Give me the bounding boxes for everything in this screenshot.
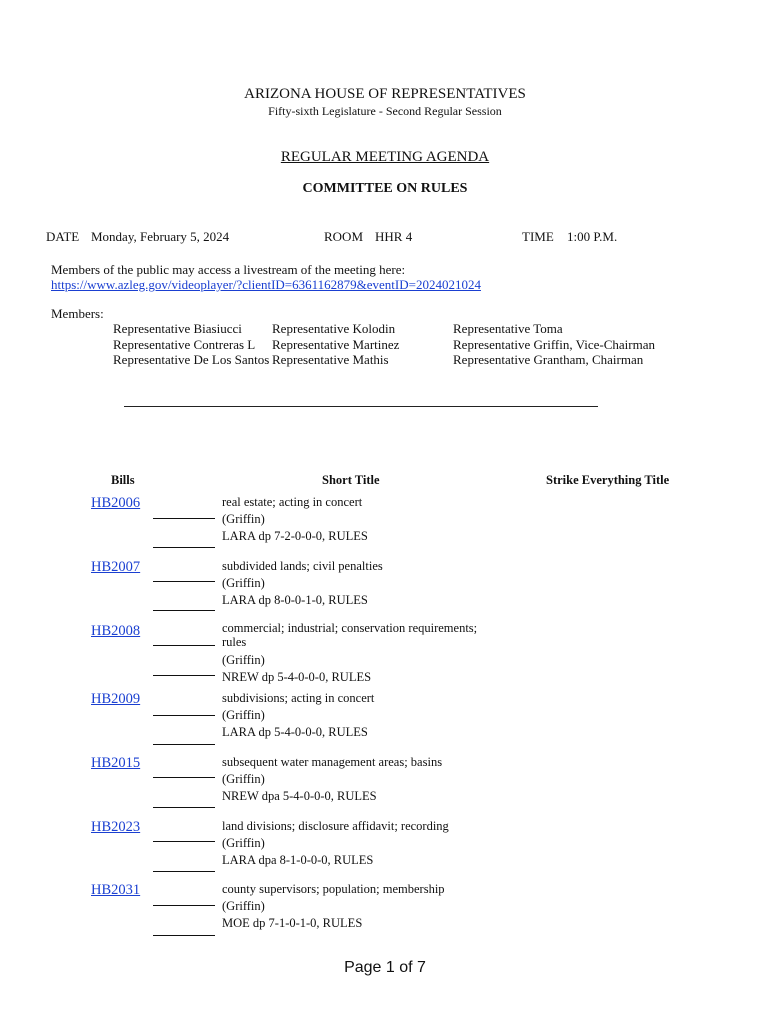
member-name: Representative Toma [453,321,563,336]
bill-rule [153,871,215,872]
bill-details [222,558,383,609]
bill-link-hb2023[interactable]: HB2023 [91,819,141,835]
bill-action: MOE dp 7-1-0-1-0, RULES [222,916,363,930]
members-column-3 [453,321,655,368]
bill-details [222,818,449,869]
bill-sponsor: (Griffin) [222,576,265,590]
bill-link-hb2031[interactable]: HB2031 [91,882,141,898]
bill-rule [153,610,215,611]
bill-rule [153,807,215,808]
bill-rule [153,905,215,906]
bill-rule [153,547,215,548]
strike-title-column-header: Strike Everything Title [546,473,670,487]
bill-details [222,690,374,741]
bill-sponsor: (Griffin) [222,836,265,850]
bill-action: LARA dp 8-0-0-1-0, RULES [222,593,368,607]
bill-sponsor: (Griffin) [222,899,265,913]
bill-short-title: commercial; industrial; conservation requirements; [222,621,478,635]
bill-link-hb2007[interactable]: HB2007 [91,559,141,575]
bill-sponsor: (Griffin) [222,512,265,526]
short-title-column-header: Short Title [322,473,380,487]
member-name: Representative Martinez [272,336,400,352]
member-name: Representative Grantham, Chairman [453,352,644,367]
bill-link-hb2009[interactable]: HB2009 [91,691,141,707]
house-title: ARIZONA HOUSE OF REPRESENTATIVES [244,86,526,102]
bill-rule [153,715,215,716]
time-label: TIME [522,229,554,244]
bill-action: LARA dpa 8-1-0-0-0, RULES [222,853,374,867]
time-value: 1:00 P.M. [567,229,618,244]
page-number: Page 1 of 7 [344,959,426,976]
date-label: DATE [46,229,80,244]
members-label: Members: [51,306,104,321]
bill-details [222,494,368,545]
bill-link-hb2006[interactable]: HB2006 [91,495,141,511]
bill-link-hb2008[interactable]: HB2008 [91,623,141,639]
bill-action: NREW dp 5-4-0-0-0, RULES [222,670,372,684]
bill-short-title: real estate; acting in concert [222,495,363,509]
bill-rule [153,645,215,646]
member-name: Representative Biasiucci [113,321,242,336]
member-name: Representative De Los Santos [113,352,270,367]
room-label: ROOM [324,229,364,244]
bill-rule [153,935,215,936]
member-name: Representative Kolodin [272,321,396,336]
members-column-1 [113,321,269,368]
bill-details [222,881,445,932]
bill-details [222,621,477,686]
bill-details [222,754,442,805]
bill-rule [153,744,215,745]
bill-rule [153,581,215,582]
bill-sponsor: (Griffin) [222,772,265,786]
bill-short-title: land divisions; disclosure affidavit; recording [222,819,449,833]
member-name: Representative Griffin, Vice-Chairman [453,336,655,352]
bill-rule [153,777,215,778]
room-value: HHR 4 [375,229,413,244]
bill-rule [153,675,215,676]
committee-name: COMMITTEE ON RULES [302,181,468,196]
member-name: Representative Contreras L [113,336,256,352]
bill-sponsor: (Griffin) [222,708,265,722]
bill-short-title: county supervisors; population; membership [222,882,445,896]
member-name: Representative Mathis [272,352,389,367]
bill-action: LARA dp 7-2-0-0-0, RULES [222,529,368,543]
session-subtitle: Fifty-sixth Legislature - Second Regular Session [268,104,502,118]
bill-link-hb2015[interactable]: HB2015 [91,755,141,771]
bill-action: LARA dp 5-4-0-0-0, RULES [222,725,368,739]
date-value: Monday, February 5, 2024 [91,229,230,244]
bills-column-header: Bills [111,473,135,487]
bill-rule [153,841,215,842]
bill-short-title-continued: rules [222,635,247,649]
bill-short-title: subsequent water management areas; basins [222,755,443,769]
bill-sponsor: (Griffin) [222,653,265,667]
agenda-title: REGULAR MEETING AGENDA [280,149,490,165]
livestream-link[interactable]: https://www.azleg.gov/videoplayer/?clientID=6361162879&eventID=2024021024 [51,277,481,292]
section-divider [124,406,598,407]
bill-short-title: subdivisions; acting in concert [222,691,375,705]
bill-short-title: subdivided lands; civil penalties [222,559,383,573]
livestream-text: Members of the public may access a livestream of the meeting here: [51,262,406,277]
bill-rule [153,518,215,519]
bill-action: NREW dpa 5-4-0-0-0, RULES [222,789,377,803]
members-column-2 [272,321,399,368]
